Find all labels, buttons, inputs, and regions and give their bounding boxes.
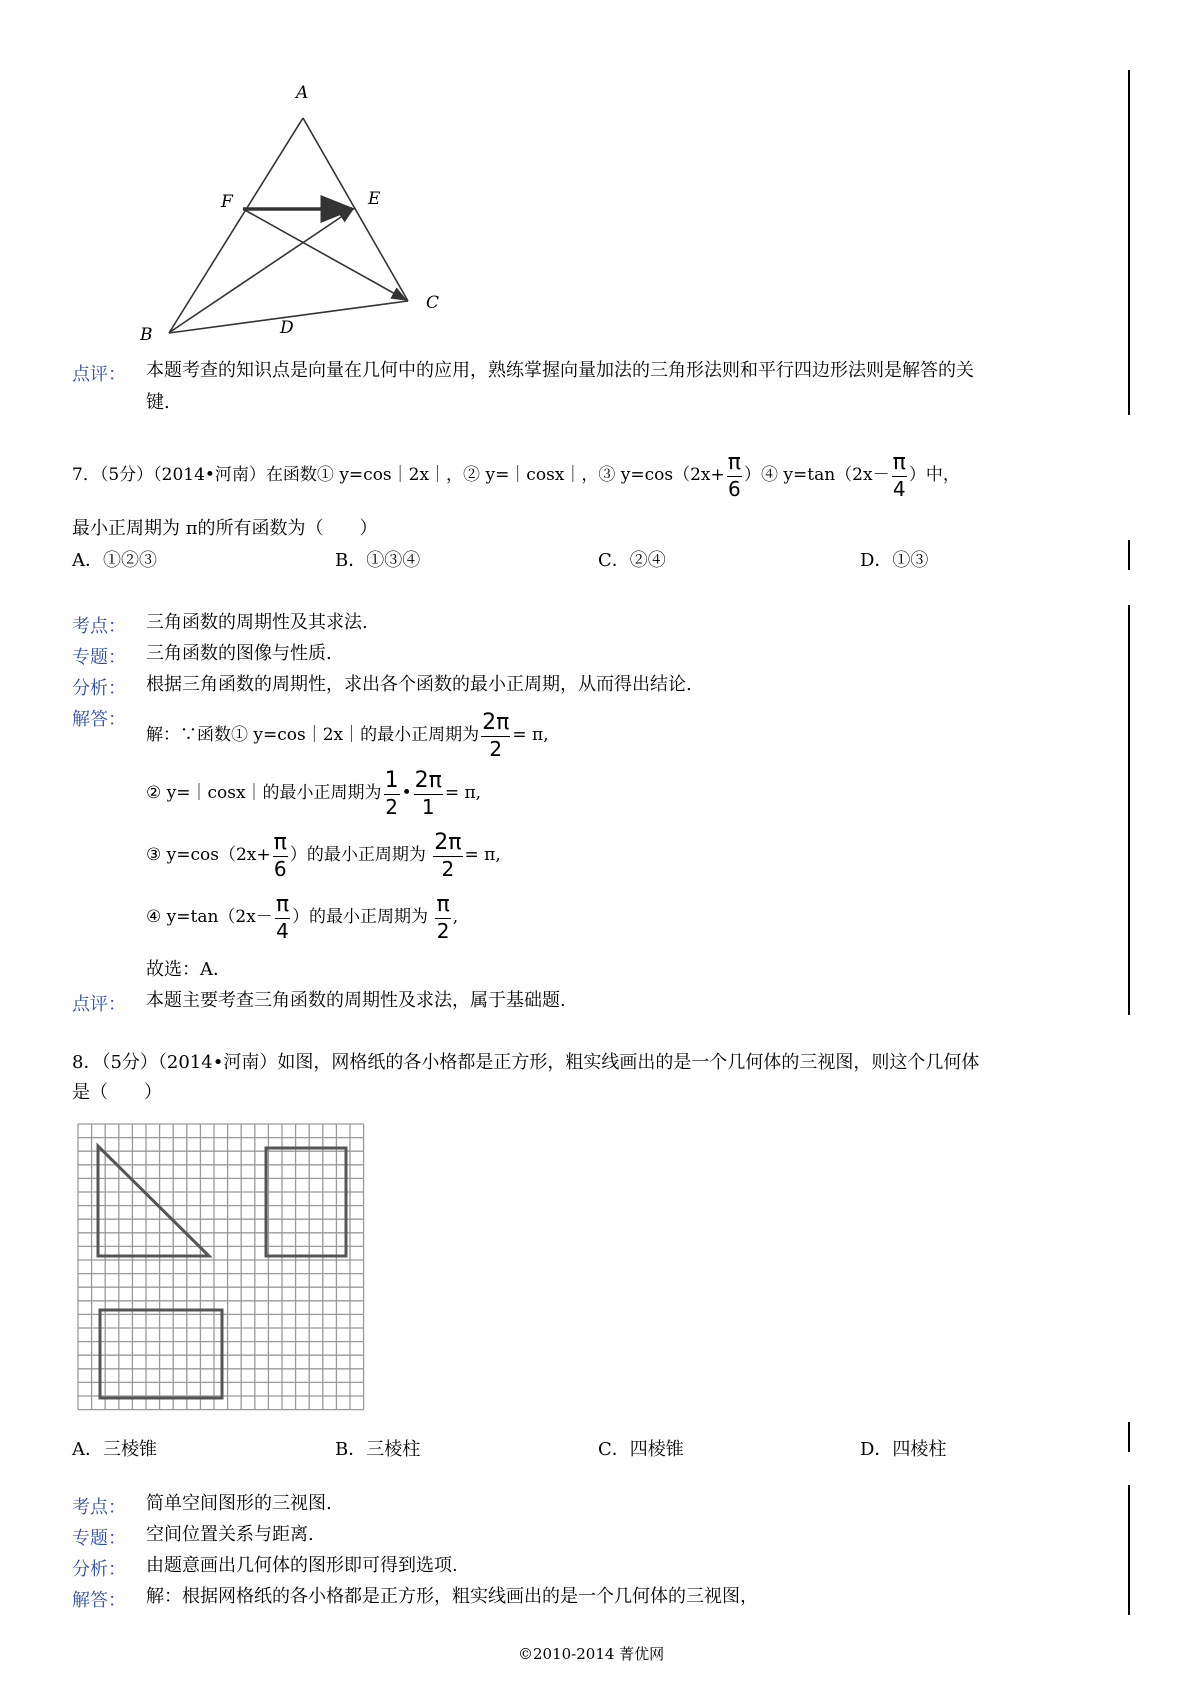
text: = π, bbox=[444, 783, 482, 803]
stem-part: ）中， bbox=[908, 465, 960, 485]
stem-part: 7．（5分）（2014•河南）在函数① y=cos｜2x｜，② y=｜cosx｜，③ y=cos（2x+ bbox=[72, 465, 725, 485]
text: = π, bbox=[464, 845, 501, 865]
margin-bar bbox=[1128, 540, 1130, 570]
text: ② y=｜cosx｜的最小正周期为 bbox=[146, 783, 382, 803]
jieda-text: 解：根据网格纸的各小格都是正方形，粗实线画出的是一个几何体的三视图， bbox=[146, 1586, 758, 1607]
zhuanti-text: 空间位置关系与距离. bbox=[146, 1524, 314, 1545]
point-label-d: D bbox=[280, 318, 294, 338]
jieda-label: 解答： bbox=[72, 1590, 126, 1611]
option-d[interactable]: D．四棱柱 bbox=[860, 1439, 947, 1460]
zhuanti-label: 专题： bbox=[72, 647, 126, 668]
text: ③ y=cos（2x+ bbox=[146, 845, 271, 865]
kaodian-label: 考点： bbox=[72, 616, 126, 637]
front-view-triangle bbox=[98, 1146, 209, 1256]
point-label-a: A bbox=[296, 83, 309, 103]
numerator: 2π bbox=[482, 710, 510, 735]
question-7-stem bbox=[72, 452, 960, 499]
fenxi-label: 分析： bbox=[72, 678, 126, 699]
stem-part: ）④ y=tan（2x－ bbox=[744, 465, 890, 485]
denominator: 4 bbox=[892, 477, 906, 501]
zhuanti-label: 专题： bbox=[72, 1528, 126, 1549]
option-b[interactable]: B．三棱柱 bbox=[335, 1439, 421, 1460]
question-8-stem-cont: 是（ ） bbox=[72, 1082, 162, 1103]
fraction bbox=[433, 832, 462, 879]
denominator: 6 bbox=[728, 477, 741, 501]
margin-bar bbox=[1128, 1485, 1130, 1615]
dianping-text: 本题主要考查三角函数的周期性及求法，属于基础题. bbox=[146, 990, 566, 1011]
numerator: π bbox=[436, 892, 450, 917]
solution-line-1 bbox=[146, 712, 549, 759]
zhuanti-text: 三角函数的图像与性质. bbox=[146, 643, 332, 664]
text: • bbox=[401, 783, 412, 803]
question-8-stem: 8．（5分）（2014•河南）如图，网格纸的各小格都是正方形，粗实线画出的是一个几何体的三视图，则这个几何体 bbox=[72, 1052, 980, 1073]
option-d[interactable]: D．①③ bbox=[860, 550, 929, 571]
fraction bbox=[727, 452, 742, 499]
triangle-vector-figure bbox=[140, 78, 460, 348]
fraction bbox=[435, 894, 450, 941]
solution-line-2 bbox=[146, 770, 481, 817]
jieda-label: 解答： bbox=[72, 709, 126, 730]
solution-line-3 bbox=[146, 832, 501, 879]
denominator: 2 bbox=[385, 795, 398, 819]
fraction bbox=[273, 832, 288, 879]
margin-bar bbox=[1128, 1422, 1130, 1452]
numerator: 2π bbox=[434, 830, 462, 855]
fenxi-text: 由题意画出几何体的图形即可得到选项. bbox=[146, 1555, 458, 1576]
numerator: π bbox=[273, 830, 287, 855]
fraction bbox=[275, 894, 290, 941]
numerator: 1 bbox=[384, 768, 399, 793]
text: ）的最小正周期为 bbox=[289, 845, 426, 865]
option-c[interactable]: C．四棱锥 bbox=[598, 1439, 684, 1460]
fenxi-text: 根据三角函数的周期性，求出各个函数的最小正周期，从而得出结论. bbox=[146, 674, 692, 695]
kaodian-text: 三角函数的周期性及其求法. bbox=[146, 612, 368, 633]
fraction bbox=[892, 452, 907, 499]
text: 解：∵函数① y=cos｜2x｜的最小正周期为 bbox=[146, 725, 480, 745]
denominator: 4 bbox=[276, 919, 289, 943]
denominator: 1 bbox=[414, 794, 443, 817]
dianping-label: 点评： bbox=[72, 994, 126, 1015]
solution-line-4 bbox=[146, 894, 458, 941]
fenxi-label: 分析： bbox=[72, 1559, 126, 1580]
text: ④ y=tan（2x－ bbox=[146, 907, 273, 927]
kaodian-label: 考点： bbox=[72, 1497, 126, 1518]
denominator: 2 bbox=[481, 736, 510, 759]
point-label-f: F bbox=[221, 192, 233, 212]
text: , bbox=[452, 907, 459, 927]
option-a[interactable]: A．三棱锥 bbox=[72, 1439, 157, 1460]
fraction bbox=[384, 770, 400, 817]
option-b[interactable]: B．①③④ bbox=[335, 550, 421, 571]
point-label-e: E bbox=[368, 189, 381, 209]
dianping-text: 本题考查的知识点是向量在几何中的应用，熟练掌握向量加法的三角形法则和平行四边形法则是解答的关 bbox=[146, 360, 974, 381]
numerator: 2π bbox=[414, 768, 442, 793]
dianping-label: 点评： bbox=[72, 364, 126, 385]
point-label-c: C bbox=[426, 293, 440, 313]
denominator: 2 bbox=[433, 856, 462, 879]
margin-bar bbox=[1128, 70, 1130, 415]
fraction bbox=[414, 770, 443, 817]
text: = π, bbox=[512, 725, 549, 745]
fraction bbox=[481, 712, 510, 759]
point-label-b: B bbox=[140, 325, 153, 345]
option-a[interactable]: A．①②③ bbox=[72, 550, 157, 571]
option-c[interactable]: C．②④ bbox=[598, 550, 666, 571]
numerator: π bbox=[892, 450, 906, 475]
denominator: 2 bbox=[436, 919, 450, 943]
numerator: π bbox=[275, 892, 290, 917]
guxuan-text: 故选：A． bbox=[146, 959, 231, 980]
question-7-line2: 最小正周期为 π的所有函数为（ ） bbox=[72, 518, 378, 539]
numerator: π bbox=[727, 450, 742, 475]
kaodian-text: 简单空间图形的三视图. bbox=[146, 1493, 332, 1514]
denominator: 6 bbox=[273, 857, 287, 881]
footer-copyright: ©2010-2014 菁优网 bbox=[518, 1645, 665, 1663]
dianping-text-cont: 键. bbox=[146, 392, 170, 413]
three-view-grid-figure bbox=[76, 1122, 372, 1414]
margin-bar bbox=[1128, 605, 1130, 1015]
text: ）的最小正周期为 bbox=[292, 907, 429, 927]
